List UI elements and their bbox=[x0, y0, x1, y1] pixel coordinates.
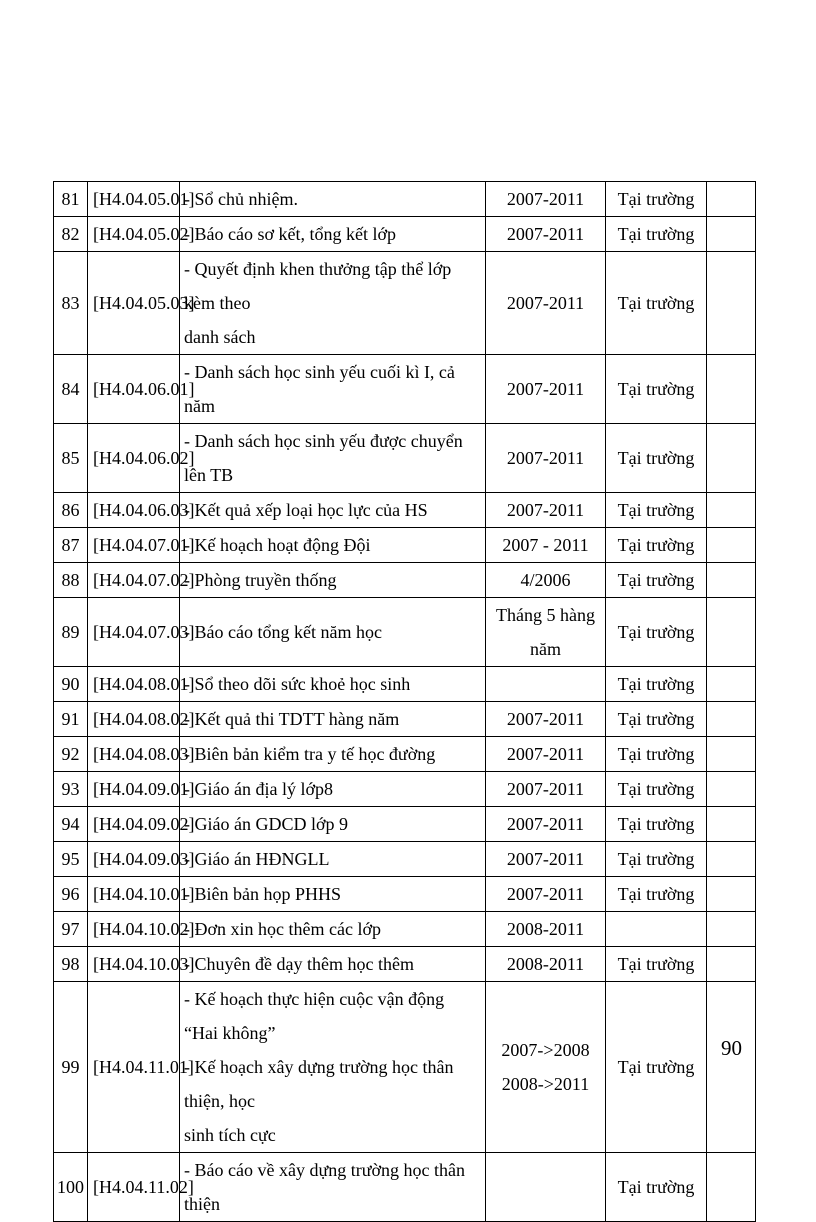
note-cell bbox=[707, 424, 756, 493]
content-cell bbox=[180, 598, 486, 667]
note-cell bbox=[707, 737, 756, 772]
content-cell bbox=[180, 947, 486, 982]
note-cell bbox=[707, 772, 756, 807]
row-number-cell: 85 bbox=[54, 424, 88, 493]
content-cell bbox=[180, 912, 486, 947]
time-line: 2007-2011 bbox=[506, 448, 585, 468]
content-cell bbox=[180, 493, 486, 528]
time-line: 2007-2011 bbox=[506, 293, 585, 313]
location-cell: Tại trường bbox=[606, 842, 707, 877]
page-number: 90 bbox=[721, 1036, 742, 1060]
location-cell: Tại trường bbox=[606, 528, 707, 563]
evidence-code-cell: [H4.04.10.02] bbox=[88, 912, 180, 947]
note-cell bbox=[707, 217, 756, 252]
row-number-cell: 90 bbox=[54, 667, 88, 702]
content-cell bbox=[180, 877, 486, 912]
time-cell bbox=[486, 667, 606, 702]
content-line: - Kết quả thi TDTT hàng năm bbox=[184, 709, 400, 729]
content-cell bbox=[180, 528, 486, 563]
time-line: 2007-2011 bbox=[506, 814, 585, 834]
time-line: Tháng 5 hàng năm bbox=[496, 605, 595, 659]
content-cell bbox=[180, 563, 486, 598]
time-line: 2007-2011 bbox=[506, 709, 585, 729]
note-cell bbox=[707, 1153, 756, 1222]
content-cell bbox=[180, 842, 486, 877]
time-cell bbox=[486, 702, 606, 737]
table-row bbox=[54, 702, 756, 737]
content-line: - Giáo án địa lý lớp8 bbox=[184, 779, 333, 799]
evidence-code-cell: [H4.04.10.01] bbox=[88, 877, 180, 912]
row-number-cell: 87 bbox=[54, 528, 88, 563]
location-cell: Tại trường bbox=[606, 772, 707, 807]
location-cell: Tại trường bbox=[606, 877, 707, 912]
content-cell bbox=[180, 807, 486, 842]
row-number-cell: 86 bbox=[54, 493, 88, 528]
note-cell bbox=[707, 667, 756, 702]
location-cell: Tại trường bbox=[606, 737, 707, 772]
location-cell: Tại trường bbox=[606, 1153, 707, 1222]
table-row bbox=[54, 982, 756, 1153]
content-cell bbox=[180, 702, 486, 737]
evidence-code-cell: [H4.04.05.03] bbox=[88, 252, 180, 355]
table-row bbox=[54, 912, 756, 947]
row-number-cell: 97 bbox=[54, 912, 88, 947]
evidence-code-cell: [H4.04.06.02] bbox=[88, 424, 180, 493]
time-cell bbox=[486, 598, 606, 667]
content-line: - Chuyên đề dạy thêm học thêm bbox=[184, 954, 414, 974]
location-cell: Tại trường bbox=[606, 563, 707, 598]
content-line: - Báo cáo về xây dựng trường học thân thiện bbox=[184, 1160, 465, 1214]
evidence-code-cell: [H4.04.07.01] bbox=[88, 528, 180, 563]
content-cell bbox=[180, 982, 486, 1153]
time-cell bbox=[486, 807, 606, 842]
content-cell bbox=[180, 667, 486, 702]
evidence-code-cell: [H4.04.08.02] bbox=[88, 702, 180, 737]
note-cell bbox=[707, 877, 756, 912]
location-cell: Tại trường bbox=[606, 355, 707, 424]
row-number-cell: 89 bbox=[54, 598, 88, 667]
evidence-code-cell: [H4.04.11.02] bbox=[88, 1153, 180, 1222]
time-cell bbox=[486, 563, 606, 598]
time-line: 2007-2011 bbox=[506, 849, 585, 869]
table-row bbox=[54, 842, 756, 877]
location-cell bbox=[606, 912, 707, 947]
evidence-code-cell: [H4.04.06.03] bbox=[88, 493, 180, 528]
time-cell bbox=[486, 947, 606, 982]
row-number-cell: 84 bbox=[54, 355, 88, 424]
note-cell bbox=[707, 563, 756, 598]
table-row bbox=[54, 355, 756, 424]
content-line: - Danh sách học sinh yếu cuối kì I, cả năm bbox=[184, 362, 455, 416]
content-line: - Kế hoạch hoạt động Đội bbox=[184, 535, 371, 555]
content-line: - Đơn xin học thêm các lớp bbox=[184, 919, 381, 939]
time-cell bbox=[486, 252, 606, 355]
evidence-code-cell: [H4.04.09.01] bbox=[88, 772, 180, 807]
table-row bbox=[54, 252, 756, 355]
location-cell: Tại trường bbox=[606, 182, 707, 217]
table-row bbox=[54, 182, 756, 217]
content-line: - Phòng truyền thống bbox=[184, 570, 337, 590]
table-row bbox=[54, 877, 756, 912]
row-number-cell: 91 bbox=[54, 702, 88, 737]
location-cell: Tại trường bbox=[606, 252, 707, 355]
location-cell: Tại trường bbox=[606, 493, 707, 528]
evidence-code-cell: [H4.04.09.03] bbox=[88, 842, 180, 877]
note-cell bbox=[707, 982, 756, 1153]
table-row bbox=[54, 217, 756, 252]
note-cell bbox=[707, 947, 756, 982]
evidence-code-cell: [H4.04.06.01] bbox=[88, 355, 180, 424]
note-cell bbox=[707, 842, 756, 877]
table-row bbox=[54, 807, 756, 842]
content-line: - Sổ theo dõi sức khoẻ học sinh bbox=[184, 674, 411, 694]
time-cell bbox=[486, 737, 606, 772]
content-line: - Giáo án GDCD lớp 9 bbox=[184, 814, 348, 834]
note-cell bbox=[707, 598, 756, 667]
table-row bbox=[54, 563, 756, 598]
note-cell bbox=[707, 528, 756, 563]
content-line: - Báo cáo tổng kết năm học bbox=[184, 622, 382, 642]
table-row bbox=[54, 772, 756, 807]
row-number-cell: 92 bbox=[54, 737, 88, 772]
evidence-code-cell: [H4.04.05.02] bbox=[88, 217, 180, 252]
time-line: 2007-2011 bbox=[506, 744, 585, 764]
time-cell bbox=[486, 493, 606, 528]
row-number-cell: 83 bbox=[54, 252, 88, 355]
time-line: 2007-2011 bbox=[506, 500, 585, 520]
table-row bbox=[54, 667, 756, 702]
time-cell bbox=[486, 772, 606, 807]
location-cell: Tại trường bbox=[606, 702, 707, 737]
content-cell bbox=[180, 772, 486, 807]
content-cell bbox=[180, 182, 486, 217]
row-number-cell: 95 bbox=[54, 842, 88, 877]
location-cell: Tại trường bbox=[606, 807, 707, 842]
table-row bbox=[54, 947, 756, 982]
time-line: 2007-2011 bbox=[506, 224, 585, 244]
time-line: 2007-2011 bbox=[506, 779, 585, 799]
evidence-code-cell: [H4.04.09.02] bbox=[88, 807, 180, 842]
time-cell bbox=[486, 217, 606, 252]
evidence-code-cell: [H4.04.07.02] bbox=[88, 563, 180, 598]
content-line: - Kết quả xếp loại học lực của HS bbox=[184, 500, 428, 520]
content-cell bbox=[180, 424, 486, 493]
row-number-cell: 98 bbox=[54, 947, 88, 982]
row-number-cell: 93 bbox=[54, 772, 88, 807]
time-line: 2008-2011 bbox=[506, 954, 585, 974]
table-row bbox=[54, 1153, 756, 1222]
location-cell: Tại trường bbox=[606, 982, 707, 1153]
time-line: 2007 - 2011 bbox=[502, 535, 589, 555]
time-cell bbox=[486, 912, 606, 947]
content-line: - Biên bản kiểm tra y tế học đường bbox=[184, 744, 436, 764]
time-cell bbox=[486, 1153, 606, 1222]
time-cell bbox=[486, 424, 606, 493]
content-line: - Quyết định khen thưởng tập thể lớp kèm theo bbox=[184, 259, 452, 313]
time-line: 2007-2011 bbox=[506, 379, 585, 399]
content-cell bbox=[180, 252, 486, 355]
evidence-code-cell: [H4.04.05.01] bbox=[88, 182, 180, 217]
evidence-code-cell: [H4.04.07.03] bbox=[88, 598, 180, 667]
content-line: - Kế hoạch xây dựng trường học thân thiện, học bbox=[184, 1057, 454, 1111]
note-cell bbox=[707, 182, 756, 217]
time-line: 2007-2011 bbox=[506, 884, 585, 904]
records-table bbox=[53, 181, 756, 1222]
content-line: - Kế hoạch thực hiện cuộc vận động “Hai không” bbox=[184, 989, 445, 1043]
time-line: 2007->2008 bbox=[501, 1040, 590, 1060]
row-number-cell: 81 bbox=[54, 182, 88, 217]
content-line: - Danh sách học sinh yếu được chuyển lên TB bbox=[184, 431, 463, 485]
location-cell: Tại trường bbox=[606, 667, 707, 702]
content-line: - Giáo án HĐNGLL bbox=[184, 849, 330, 869]
time-line: 4/2006 bbox=[520, 570, 571, 590]
content-cell bbox=[180, 217, 486, 252]
row-number-cell: 94 bbox=[54, 807, 88, 842]
row-number-cell: 100 bbox=[54, 1153, 88, 1222]
time-line: 2007-2011 bbox=[506, 189, 585, 209]
evidence-code-cell: [H4.04.08.01] bbox=[88, 667, 180, 702]
evidence-code-cell: [H4.04.11.01] bbox=[88, 982, 180, 1153]
time-cell bbox=[486, 877, 606, 912]
content-line: - Biên bản họp PHHS bbox=[184, 884, 341, 904]
table-row bbox=[54, 493, 756, 528]
content-cell bbox=[180, 1153, 486, 1222]
table-body bbox=[54, 182, 756, 1222]
note-cell bbox=[707, 807, 756, 842]
row-number-cell: 88 bbox=[54, 563, 88, 598]
content-line: sinh tích cực bbox=[184, 1125, 276, 1145]
time-line: 2008-2011 bbox=[506, 919, 585, 939]
content-line: - Sổ chủ nhiệm. bbox=[184, 189, 298, 209]
table-row bbox=[54, 528, 756, 563]
content-cell bbox=[180, 355, 486, 424]
evidence-code-cell: [H4.04.08.03] bbox=[88, 737, 180, 772]
content-cell bbox=[180, 737, 486, 772]
note-cell bbox=[707, 252, 756, 355]
table-row bbox=[54, 424, 756, 493]
time-cell bbox=[486, 842, 606, 877]
content-line: - Báo cáo sơ kết, tổng kết lớp bbox=[184, 224, 396, 244]
table-row bbox=[54, 598, 756, 667]
row-number-cell: 82 bbox=[54, 217, 88, 252]
row-number-cell: 96 bbox=[54, 877, 88, 912]
evidence-code-cell: [H4.04.10.03] bbox=[88, 947, 180, 982]
time-line: 2008->2011 bbox=[501, 1074, 590, 1094]
time-cell bbox=[486, 528, 606, 563]
note-cell bbox=[707, 355, 756, 424]
table-row bbox=[54, 737, 756, 772]
note-cell bbox=[707, 493, 756, 528]
note-cell bbox=[707, 702, 756, 737]
note-cell bbox=[707, 912, 756, 947]
location-cell: Tại trường bbox=[606, 424, 707, 493]
content-line: danh sách bbox=[184, 327, 256, 347]
time-cell bbox=[486, 182, 606, 217]
time-cell bbox=[486, 982, 606, 1153]
row-number-cell: 99 bbox=[54, 982, 88, 1153]
location-cell: Tại trường bbox=[606, 947, 707, 982]
time-cell bbox=[486, 355, 606, 424]
location-cell: Tại trường bbox=[606, 217, 707, 252]
location-cell: Tại trường bbox=[606, 598, 707, 667]
